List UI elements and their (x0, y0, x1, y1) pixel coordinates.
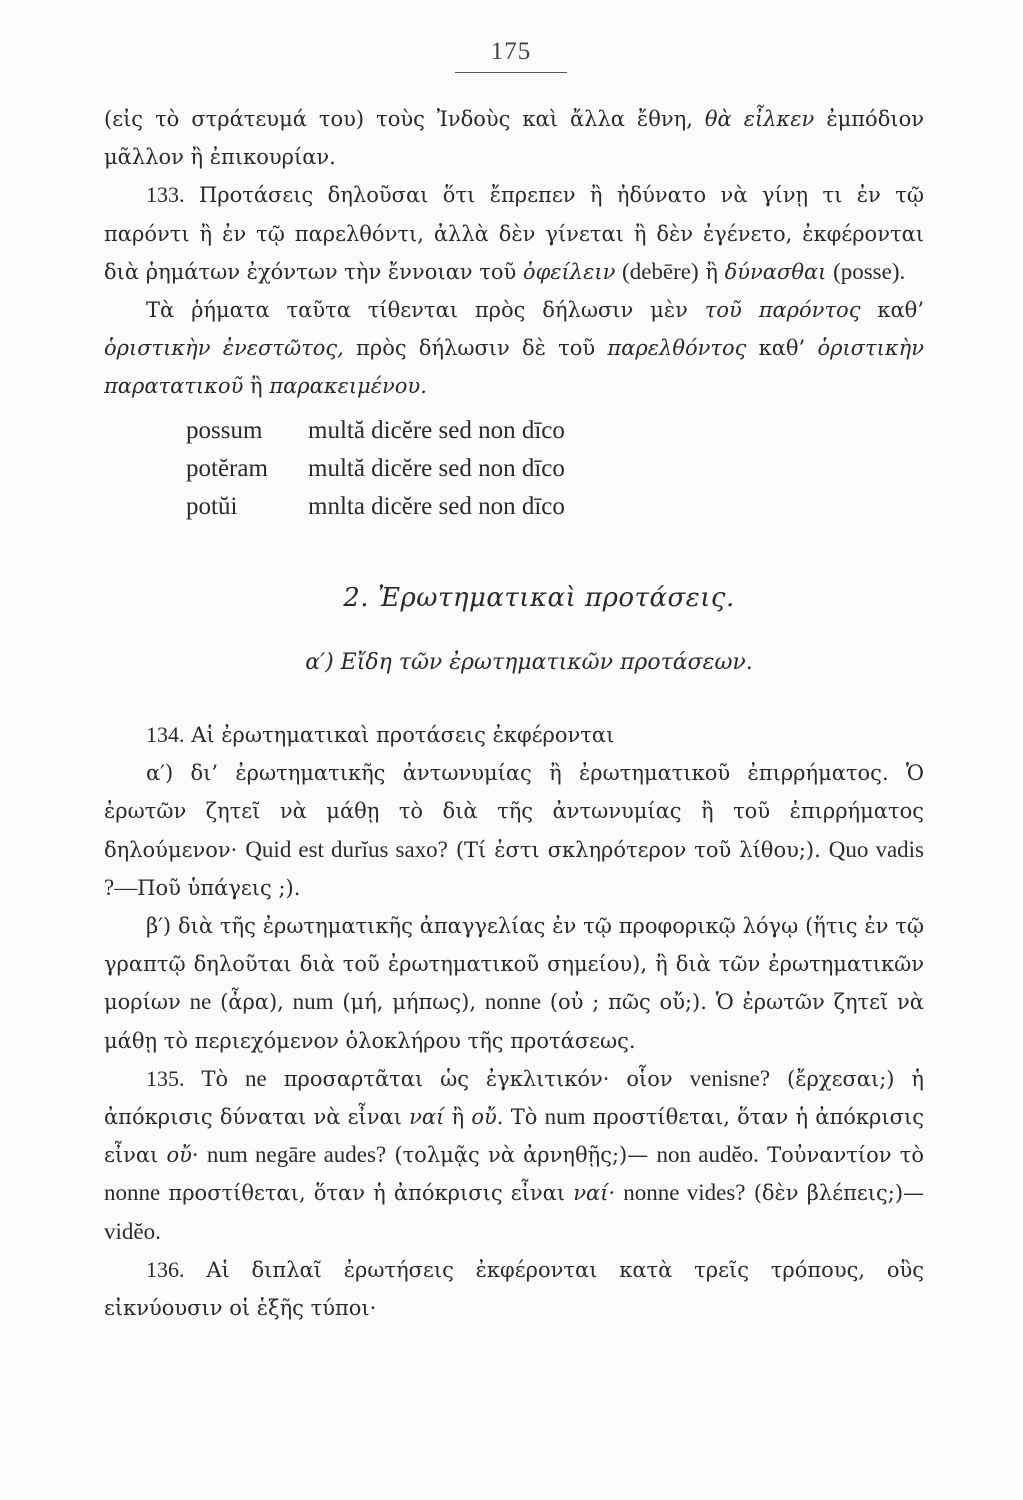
example-row: potĕram multă dicĕre sed non dīco (186, 454, 565, 482)
section-133-paragraph: 133. Προτάσεις δηλοῦσαι ὅτι ἔπρεπεν ἢ ἠδύνατο νὰ γίνῃ τι ἐν τῷ παρόντι ἢ ἐν τῷ παρελθόντι, ἀλλὰ δὲν γίνεται ἢ δὲν ἐγένετο, ἐκφέρονται διὰ ῥημάτων ἐχόντων τὴν ἔννοιαν τοῦ ὀφείλειν (debēre) ἢ δύνασθαι (posse). (104, 182, 924, 284)
page-number: 175 (490, 38, 532, 65)
section-number: 135. (146, 1065, 185, 1091)
section-134-point-b: β′) διὰ τῆς ἐρωτηματικῆς ἀπαγγελίας ἐν τῷ προφορικῷ λόγῳ (ἥτις ἐν τῷ γραπτῷ δηλοῦται διὰ τοῦ ἐρωτηματικοῦ σημείου), ἢ διὰ τῶν ἐρωτηματικῶν μορίων ne (ἆρα), num (μή, μήπως), nonne (οὐ ; πῶς οὔ;). Ὁ ἐρωτῶν ζητεῖ νὰ μάθῃ τὸ περιεχόμενον ὁλοκλήρου τῆς προτάσεως. (104, 914, 924, 1053)
example-row: potŭi mnlta dicĕre sed non dīco (186, 492, 565, 520)
latin-examples (186, 412, 924, 526)
section-136-paragraph: 136. Αἱ διπλαῖ ἐρωτήσεις ἐκφέρονται κατὰ τρεῖς τρόπους, οὓς εἰκνύουσιν οἱ ἑξῆς τύποι· (104, 1256, 924, 1321)
section-subheading: α′) Εἴδη τῶν ἐρωτηματικῶν προτάσεων. (305, 649, 753, 675)
page-body (104, 100, 924, 1327)
section-heading: 2. Ἐρωτηματικαὶ προτάσεις. (343, 582, 735, 613)
section-133-second-paragraph: Τὰ ῥήματα ταῦτα τίθενται πρὸς δήλωσιν μὲν τοῦ παρόντος καθ’ ὁριστικὴν ἐνεστῶτος, πρὸς δήλωσιν δὲ τοῦ παρελθόντος καθ’ ὁριστικὴν παρατατικοῦ ἢ παρακειμένου. (104, 298, 924, 399)
continuation-paragraph: (εἰς τὸ στράτευμά του) τοὺς Ἰνδοὺς καὶ ἄλλα ἔθνη, θὰ εἶλκεν ἐμπόδιον μᾶλλον ἢ ἐπικουρίαν. (104, 107, 924, 170)
page-number-rule (455, 72, 567, 73)
section-135-paragraph: 135. Τὸ ne προσαρτᾶται ὡς ἐγκλιτικόν· οἷον venisne? (ἔρχεσαι;) ἡ ἀπόκρισις δύναται νὰ εἶναι ναί ἢ οὔ. Τὸ num προστίθεται, ὅταν ἡ ἀπόκρισις εἶναι οὔ· num negāre audes? (τολμᾷς νὰ ἀρνηθῇς;)— non audĕo. Τοὐναντίον τὸ nonne προστίθεται, ὅταν ἡ ἀπόκρισις εἶναι ναί· nonne vides? (δὲν βλέπεις;)—vidĕo. (104, 1065, 925, 1244)
section-number: 133. (146, 182, 185, 208)
section-134-intro: 134. Αἱ ἐρωτηματικαὶ προτάσεις ἐκφέρονται (146, 722, 615, 748)
example-row: possum multă dicĕre sed non dīco (186, 416, 565, 444)
section-number: 136. (146, 1256, 185, 1282)
section-number: 134. (146, 722, 185, 748)
section-134-point-a: α′) δι’ ἐρωτηματικῆς ἀντωνυμίας ἢ ἐρωτηματικοῦ ἐπιρρήματος. Ὁ ἐρωτῶν ζητεῖ νὰ μάθῃ τὸ διὰ τῆς ἀντωνυμίας ἢ τοῦ ἐπιρρήματος δηλούμενον· Quid est durĭus saxo? (Τί ἐστι σκληρότερον τοῦ λίθου;). Quo vadis ?—Ποῦ ὑπάγεις ;). (104, 761, 924, 900)
